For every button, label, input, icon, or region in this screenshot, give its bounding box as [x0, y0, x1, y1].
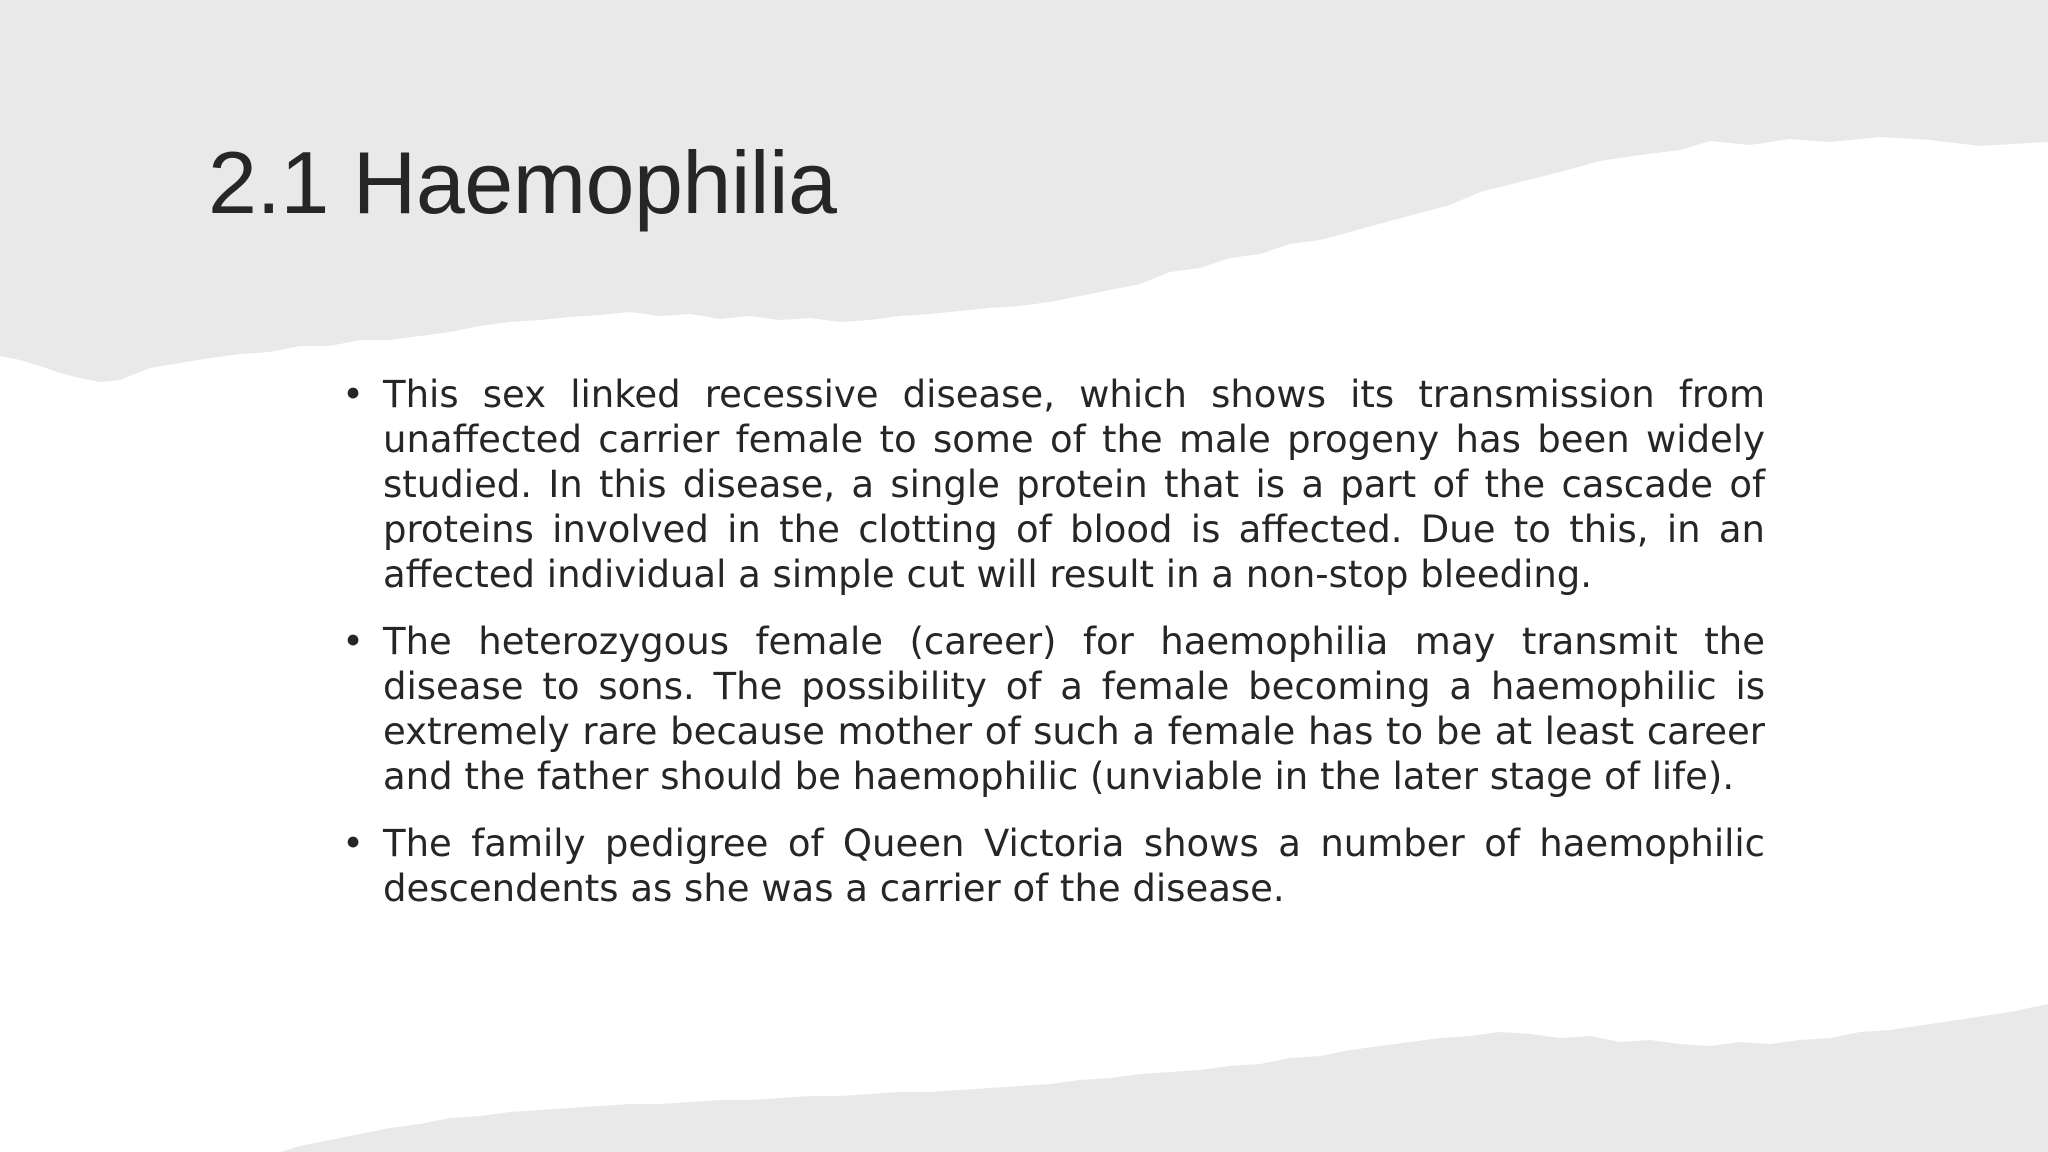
bullet-item [340, 372, 1765, 597]
bullet-list [340, 372, 1765, 933]
bullet-icon: • [342, 373, 364, 416]
bullet-text: This sex linked recessive disease, which shows its transmission from unaffected carrier female to some of the male progeny has been widely studied. In this disease, a single protein that is a part of the cascade of proteins involved in the clotting of blood is affected. Due to this, in an affected individual a simple cut will result in a non-stop bleeding. [383, 373, 1765, 596]
bullet-item [340, 821, 1765, 911]
slide-title: 2.1 Haemophilia [208, 133, 837, 232]
bullet-text: The family pedigree of Queen Victoria shows a number of haemophilic descendents as she was a carrier of the disease. [383, 822, 1765, 910]
bullet-text: The heterozygous female (career) for haemophilia may transmit the disease to sons. The possibility of a female becoming a haemophilic is extremely rare because mother of such a female has to be at least career and the father should be haemophilic (unviable in the later stage of life). [383, 620, 1765, 798]
bullet-icon: • [342, 620, 364, 663]
bullet-icon: • [342, 822, 364, 865]
bullet-item [340, 619, 1765, 799]
bottom-torn-paper-band [280, 1004, 2048, 1152]
